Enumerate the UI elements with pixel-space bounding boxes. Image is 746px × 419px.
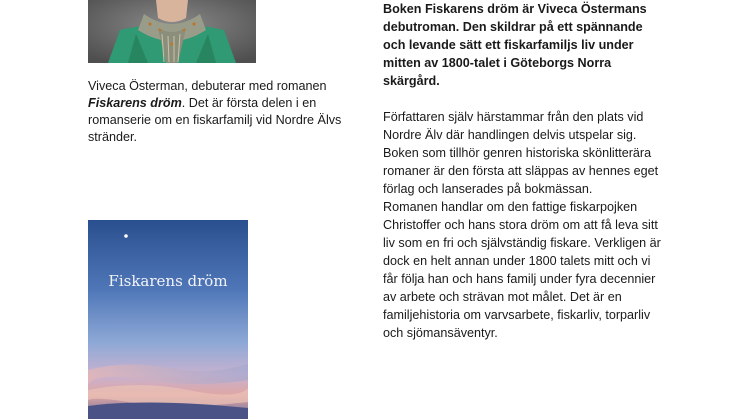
- caption-book-title: Fiskarens dröm: [88, 96, 182, 110]
- article-column: [383, 0, 661, 342]
- author-portrait-graphic: [88, 0, 256, 63]
- article-paragraph-3: Romanen handlar om den fattige fiskarpojken Christoffer och hans stora dröm om att få leva sitt liv som en fri och självständig fiskare. Verkligen är dock en helt annan under 1800 talets mitt och vi får följa han och hans familj under fyra decennier av arbete och strävan mot målet. Det är en familjehistoria om varvsarbete, fiskarliv, torparliv och sjömansäventyr.: [383, 200, 661, 340]
- author-portrait: [88, 0, 256, 63]
- article-lead: Boken Fiskarens dröm är Viveca Östermans debutroman. Den skildrar på ett spännande och levande sätt ett fiskarfamiljs liv under mitten av 1800-talet i Göteborgs Norra skärgård.: [383, 2, 647, 88]
- caption-prefix: Viveca Österman, debuterar med romanen: [88, 79, 327, 93]
- article-paragraph-1: Författaren själv härstammar från den plats vid Nordre Älv där handlingen delvis utspelar sig.: [383, 110, 644, 142]
- caption-suffix: . Det är första delen i en romanserie om en fiskarfamilj vid Nordre Älvs stränder.: [88, 96, 342, 144]
- portrait-caption: [88, 78, 358, 146]
- book-cover-graphic: [88, 220, 248, 419]
- article-paragraph-2: Boken som tillhör genren historiska skönlitterära romaner är den första att släppas av hennes eget förlag och lanserades på bokmässan.: [383, 146, 659, 196]
- book-cover: [88, 220, 248, 419]
- cover-title: Fiskarens dröm: [108, 272, 228, 290]
